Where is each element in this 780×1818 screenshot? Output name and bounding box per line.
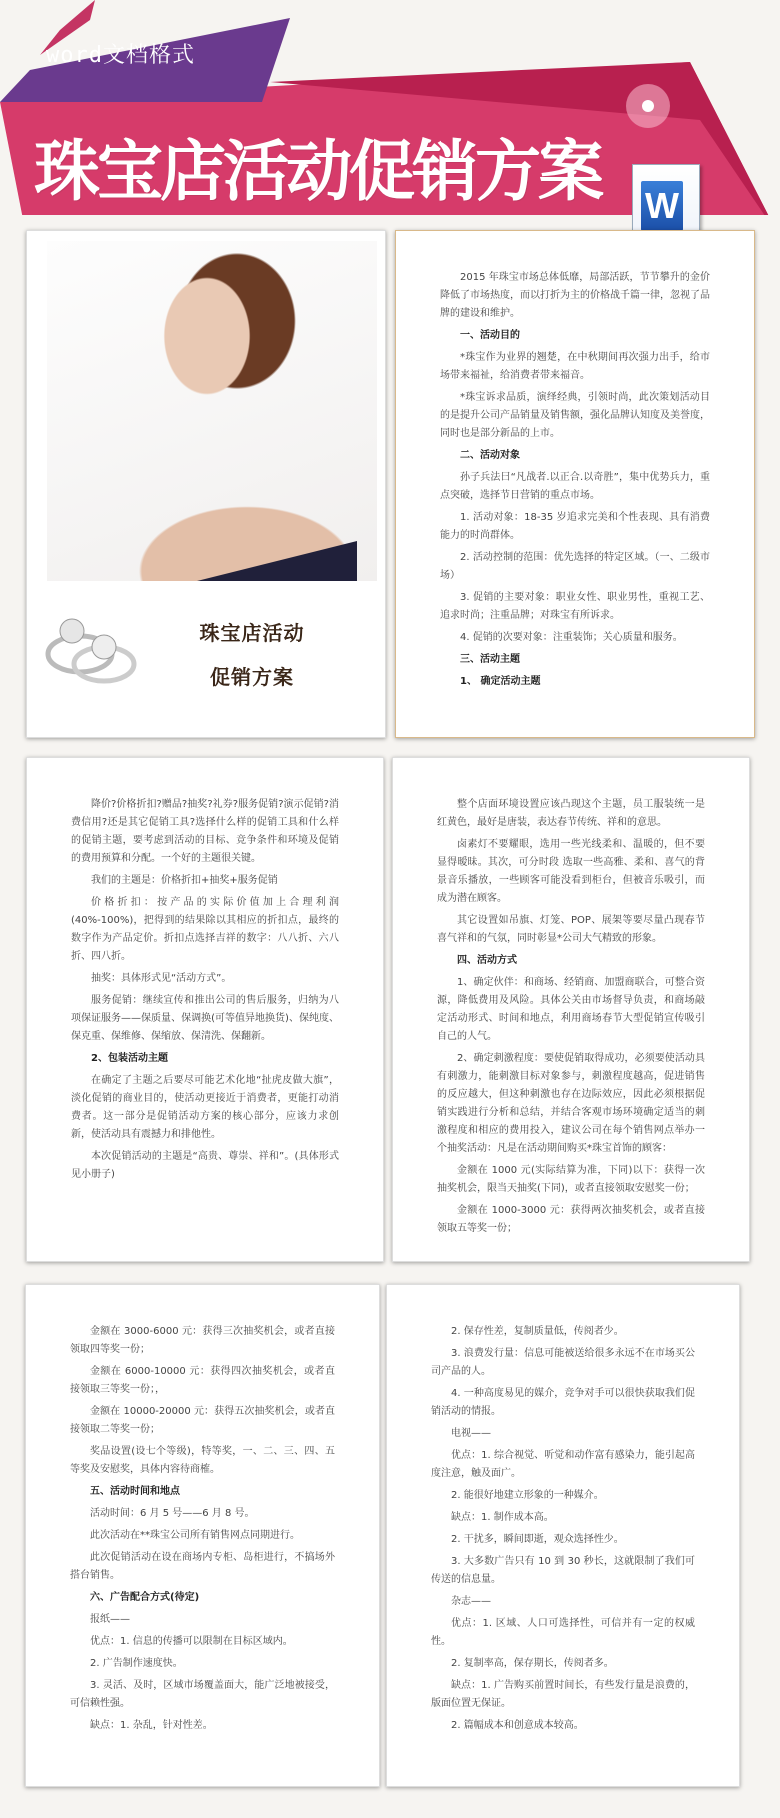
paragraph: *珠宝诉求品质，演绎经典，引领时尚，此次策划活动目的是提升公司产品销量及销售额，强化品牌认知度及美誉度，同时也是部分新品的上市。 xyxy=(440,392,710,439)
paragraph: 金额在 6000-10000 元：获得四次抽奖机会，或者直接领取三等奖一份；， xyxy=(70,1366,335,1395)
paragraph: 此次促销活动在设在商场内专柜、岛柜进行，不搞场外搭台销售。 xyxy=(70,1552,335,1581)
paragraph: 3. 浪费发行量：信息可能被送给很多永远不在市场买公司产品的人。 xyxy=(431,1348,695,1377)
paragraph: 4. 一种高度易见的媒介，竞争对手可以很快获取我们促销活动的情报。 xyxy=(431,1388,695,1417)
paragraph: 2015 年珠宝市场总体低靡，局部活跃，节节攀升的金价降低了市场热度，而以打折为主的价格战千篇一律，忽视了品牌的建设和维护。 xyxy=(440,272,710,319)
paragraph: 2. 能很好地建立形象的一种媒介。 xyxy=(451,1490,604,1501)
paragraph: 奖品设置(设七个等级)，特等奖，一、二、三、四、五等奖及安慰奖，具体内容待商榷。 xyxy=(70,1446,335,1475)
section-heading: 六、广告配合方式(待定) xyxy=(90,1592,200,1603)
paragraph: 3. 促销的主要对象：职业女性、职业男性，重视工艺、追求时尚；注重品牌；对珠宝有所诉求。 xyxy=(440,592,710,621)
paragraph: 在确定了主题之后要尽可能艺术化地“扯虎皮做大旗”，淡化促销的商业目的，使活动更接近于消费者，更能打动消费者。这一部分是促销活动方案的核心部分，应该力求创新，使活动具有震撼力和排他性。 xyxy=(71,1075,339,1140)
paragraph: 4. 促销的次要对象：注重装饰；关心质量和服务。 xyxy=(460,632,683,643)
paragraph: 2. 复制率高，保存期长，传阅者多。 xyxy=(451,1658,614,1669)
paragraph: 整个店面环境设置应该凸现这个主题，员工服装统一是红黄色，最好是唐装，表达春节传统、祥和的意思。 xyxy=(437,799,705,828)
paragraph: 我们的主题是：价格折扣+抽奖+服务促销 xyxy=(91,875,278,886)
paragraph: 电视—— xyxy=(451,1428,491,1439)
paragraph: 优点：1. 区域、人口可选择性，可信并有一定的权威性。 xyxy=(431,1618,695,1647)
page-text xyxy=(440,269,710,695)
paragraph: 杂志—— xyxy=(451,1596,491,1607)
paragraph: 2. 保存性差，复制质量低，传阅者少。 xyxy=(451,1326,624,1337)
paragraph: *珠宝作为业界的翘楚，在中秋期间再次强力出手，给市场带来福祉，给消费者带来福音。 xyxy=(440,352,710,381)
paragraph: 3. 大多数广告只有 10 到 30 秒长，这就限制了我们可传送的信息量。 xyxy=(431,1556,695,1585)
document-page-3 xyxy=(392,757,750,1262)
paragraph: 活动时间：6 月 5 号——6 月 8 号。 xyxy=(90,1508,255,1519)
paragraph: 3. 灵活、及时，区域市场覆盖面大，能广泛地被接受，可信赖性强。 xyxy=(70,1680,335,1709)
section-heading: 一、活动目的 xyxy=(460,330,520,341)
paragraph: 优点：1. 综合视觉、听觉和动作富有感染力，能引起高度注意，触及面广。 xyxy=(431,1450,695,1479)
format-tag: word文档格式 xyxy=(46,43,195,68)
paragraph: 缺点：1. 杂乱，针对性差。 xyxy=(90,1720,213,1731)
paragraph: 降价?价格折扣?赠品?抽奖?礼券?服务促销?演示促销?消费信用?还是其它促销工具?选择什么样的促销工具和什么样的促销主题，要考虑到活动的目标、竞争条件和环境及促销的费用预算和分配。一个好的主题很关键。 xyxy=(71,799,339,864)
section-heading: 四、活动方式 xyxy=(457,955,517,966)
page-text xyxy=(437,796,705,1242)
paragraph: 2. 干扰多，瞬间即逝，观众选择性少。 xyxy=(451,1534,624,1545)
cover-title-line1: 珠宝店活动 xyxy=(199,621,305,645)
section-heading: 三、活动主题 xyxy=(460,654,520,665)
paragraph: 孙子兵法曰“凡战者.以正合.以奇胜”，集中优势兵力，重点突破，选择节日营销的重点市场。 xyxy=(440,472,710,501)
section-heading: 二、活动对象 xyxy=(460,450,520,461)
page-text xyxy=(431,1323,695,1739)
paragraph: 2. 活动控制的范围：优先选择的特定区域。（一、二级市场） xyxy=(440,552,710,581)
paragraph: 此次活动在**珠宝公司所有销售网点同期进行。 xyxy=(90,1530,300,1541)
cover-title xyxy=(177,611,327,699)
paragraph: 金额在 1000-3000 元：获得两次抽奖机会，或者直接领取五等奖一份； xyxy=(437,1205,705,1234)
paragraph: 2. 广告制作速度快。 xyxy=(90,1658,183,1669)
paragraph: 1. 活动对象：18-35 岁追求完美和个性表现、具有消费能力的时尚群体。 xyxy=(440,512,710,541)
section-heading: 五、活动时间和地点 xyxy=(90,1486,180,1497)
paragraph: 金额在 3000-6000 元：获得三次抽奖机会，或者直接领取四等奖一份； xyxy=(70,1326,335,1355)
paragraph: 其它设置如吊旗、灯笼、POP、展架等要尽量凸现春节喜气祥和的气氛，同时彰显*公司大气精致的形象。 xyxy=(437,915,705,944)
paragraph: 价格折扣：按产品的实际价值加上合理利润(40%-100%)，把得到的结果除以其相应的折扣点，最终的数字作为产品定价。折扣点选择吉祥的数字：八八折、六八折、四八折。 xyxy=(71,897,339,962)
paragraph: 卤素灯不要耀眼，选用一些光线柔和、温暖的，但不要显得暧昧。其次，可分时段 选取一些高雅、柔和、喜气的背景音乐播放，一些顾客可能没看到柜台，但被音乐吸引，而成为潜在顾客。 xyxy=(437,839,705,904)
diamond-rings-image xyxy=(42,609,142,689)
paragraph: 抽奖：具体形式见“活动方式”。 xyxy=(91,973,232,984)
banner-title: 珠宝店活动促销方案 xyxy=(34,133,601,210)
document-page-4 xyxy=(25,1284,380,1787)
paragraph: 2、确定刺激程度：要使促销取得成功，必须要使活动具有刺激力，能刺激目标对象参与，刺激程度越高，促进销售的反应越大，但这种刺激也存在边际效应，因此必须根据促销实践进行分析和总结，并结合客观市场环境确定适当的刺激程度和相应的费用投入，建议公司在每个销售网点举办一个抽奖活动：凡是在活动期间购买*珠宝首饰的顾客： xyxy=(437,1053,705,1154)
paragraph: 报纸—— xyxy=(90,1614,130,1625)
cover-page xyxy=(26,230,386,738)
woman-jewelry-photo xyxy=(47,241,377,581)
paragraph: 1、确定伙伴：和商场、经销商、加盟商联合，可整合资源，降低费用及风险。具体公关由市场督导负责，和商场敲定活动形式、时间和地点，利用商场春节大型促销宣传吸引自己的人气。 xyxy=(437,977,705,1042)
page-text xyxy=(71,796,339,1188)
paragraph: 金额在 1000 元(实际结算为准，下同)以下：获得一次抽奖机会，限当天抽奖(下同)，或者直接领取安慰奖一份； xyxy=(437,1165,705,1194)
paragraph: 金额在 10000-20000 元：获得五次抽奖机会，或者直接领取二等奖一份； xyxy=(70,1406,335,1435)
document-page-1 xyxy=(395,230,755,738)
document-page-2 xyxy=(26,757,384,1262)
section-heading: 2、包装活动主题 xyxy=(91,1053,168,1064)
paragraph: 缺点：1. 制作成本高。 xyxy=(451,1512,554,1523)
word-document-icon: W xyxy=(632,164,700,272)
document-page-5 xyxy=(386,1284,740,1787)
paragraph: 本次促销活动的主题是“高贵、尊崇、祥和”。(具体形式见小册子) xyxy=(71,1151,339,1180)
section-heading: 1、 确定活动主题 xyxy=(460,676,541,687)
paragraph: 服务促销：继续宣传和推出公司的售后服务，归纳为八项保证服务——保质量、保调换(可等值异地换货)、保纯度、保克重、保维修、保缩放、保清洗、保翻新。 xyxy=(71,995,339,1042)
banner xyxy=(0,0,780,226)
paragraph: 缺点：1. 广告购买前置时间长，有些发行量是浪费的，版面位置无保证。 xyxy=(431,1680,695,1709)
paragraph: 2. 篇幅成本和创意成本较高。 xyxy=(451,1720,584,1731)
cover-title-line2: 促销方案 xyxy=(210,665,294,689)
paragraph: 优点：1. 信息的传播可以限制在目标区域内。 xyxy=(90,1636,293,1647)
page-text xyxy=(70,1323,335,1739)
